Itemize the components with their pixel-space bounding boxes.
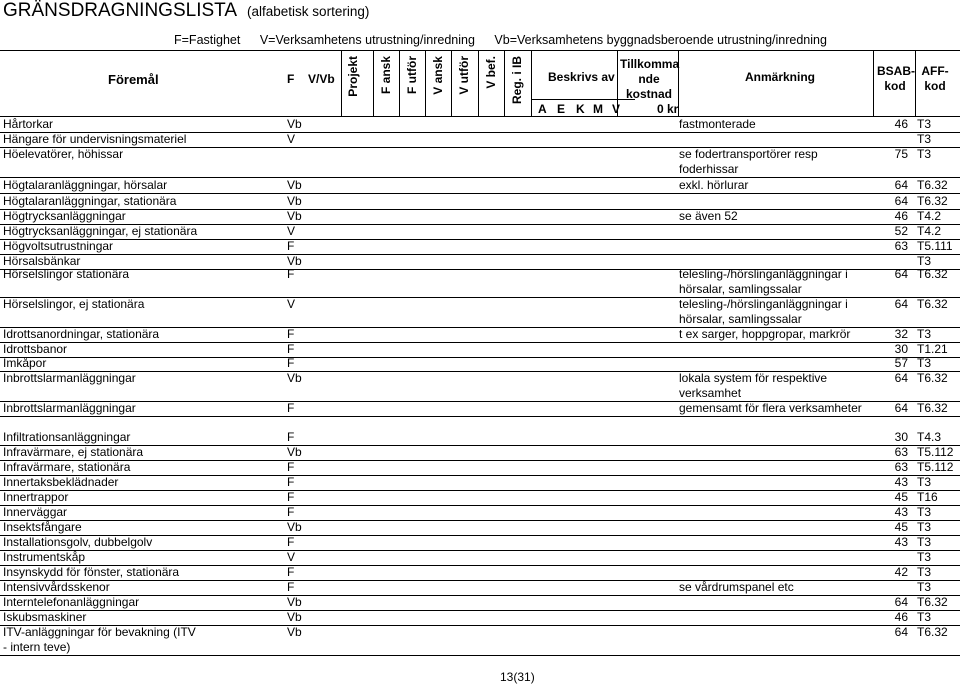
table-row bbox=[0, 132, 960, 148]
row-code: Vb bbox=[287, 194, 302, 208]
row-note: telesling-/hörslinganläggningar i hörsalar, samlingssalar bbox=[679, 297, 848, 326]
table-row bbox=[0, 209, 960, 225]
row-aff: T3 bbox=[917, 535, 932, 549]
row-code: Vb bbox=[287, 445, 302, 459]
row-note: se även 52 bbox=[679, 209, 738, 223]
row-aff: T6.32 bbox=[917, 267, 948, 281]
header-sub-m: M bbox=[593, 102, 603, 116]
row-aff: T6.32 bbox=[917, 625, 948, 639]
row-name: Hårtorkar bbox=[3, 117, 54, 131]
table-row bbox=[0, 356, 960, 372]
table-row bbox=[0, 535, 960, 551]
row-code: F bbox=[287, 267, 295, 281]
row-code: V bbox=[287, 224, 296, 238]
row-name: Iskubsmaskiner bbox=[3, 610, 87, 624]
row-name: ITV-anläggningar för bevakning (ITV - intern teve) bbox=[3, 625, 196, 654]
header-f: F bbox=[287, 72, 295, 86]
table-row bbox=[0, 267, 960, 298]
row-name: Inbrottslarmanläggningar bbox=[3, 401, 136, 415]
row-code: F bbox=[287, 475, 295, 489]
row-aff: T16 bbox=[917, 490, 938, 504]
row-aff: T6.32 bbox=[917, 401, 948, 415]
table-header bbox=[0, 50, 960, 116]
row-bsab: 52 bbox=[894, 224, 908, 238]
legend bbox=[174, 33, 843, 47]
header-vbef: V bef. bbox=[484, 56, 498, 89]
row-note: t ex sarger, hoppgropar, markrör bbox=[679, 327, 851, 341]
row-bsab: 64 bbox=[894, 625, 908, 639]
row-note: telesling-/hörslinganläggningar i hörsalar, samlingssalar bbox=[679, 267, 848, 296]
row-name: Hörselslingor, ej stationära bbox=[3, 297, 145, 311]
header-vansk: V ansk bbox=[431, 56, 445, 95]
row-aff: T6.32 bbox=[917, 297, 948, 311]
row-bsab: 63 bbox=[894, 460, 908, 474]
row-name: Högtalaranläggningar, hörsalar bbox=[3, 178, 168, 192]
table-row bbox=[0, 460, 960, 476]
table-row bbox=[0, 401, 960, 417]
row-name: Inbrottslarmanläggningar bbox=[3, 371, 136, 385]
row-name: Infravärmare, ej stationära bbox=[3, 445, 144, 459]
row-bsab: 64 bbox=[894, 595, 908, 609]
row-note: fastmonterade bbox=[679, 117, 756, 131]
row-aff: T3 bbox=[917, 505, 932, 519]
row-aff: T5.111 bbox=[917, 239, 953, 253]
row-code: F bbox=[287, 565, 295, 579]
row-aff: T6.32 bbox=[917, 595, 948, 609]
row-bsab: 64 bbox=[894, 401, 908, 415]
row-code: V bbox=[287, 132, 296, 146]
page-title bbox=[3, 0, 369, 22]
row-code: Vb bbox=[287, 254, 302, 268]
header-sub-a: A bbox=[538, 102, 547, 116]
row-code: F bbox=[287, 327, 295, 341]
header-projekt: Projekt bbox=[346, 56, 360, 97]
row-aff: T3 bbox=[917, 520, 932, 534]
table-row bbox=[0, 610, 960, 626]
header-vvb: V/Vb bbox=[308, 72, 335, 86]
row-aff: T6.32 bbox=[917, 194, 948, 208]
row-code: Vb bbox=[287, 595, 302, 609]
row-code: F bbox=[287, 430, 295, 444]
table-row bbox=[0, 520, 960, 536]
table-row bbox=[0, 475, 960, 491]
row-bsab: 63 bbox=[894, 445, 908, 459]
header-kr: 0 kr bbox=[657, 102, 679, 116]
table-row bbox=[0, 430, 960, 446]
table-row bbox=[0, 239, 960, 255]
row-aff: T3 bbox=[917, 565, 932, 579]
table-row bbox=[0, 117, 960, 133]
row-code: F bbox=[287, 342, 295, 356]
row-code: V bbox=[287, 550, 296, 564]
row-aff: T3 bbox=[917, 475, 932, 489]
row-bsab: 64 bbox=[894, 371, 908, 385]
row-name: Idrottsanordningar, stationära bbox=[3, 327, 160, 341]
row-aff: T3 bbox=[917, 550, 932, 564]
row-name: Hörsalsbänkar bbox=[3, 254, 81, 268]
row-aff: T3 bbox=[917, 327, 932, 341]
row-aff: T3 bbox=[917, 610, 932, 624]
header-sub-e: E bbox=[557, 102, 566, 116]
row-aff: T6.32 bbox=[917, 371, 948, 385]
row-name: Infiltrationsanläggningar bbox=[3, 430, 131, 444]
row-bsab: 43 bbox=[894, 475, 908, 489]
table-row bbox=[0, 625, 960, 656]
row-note: gemensamt för flera verksamheter bbox=[679, 401, 862, 415]
table-row bbox=[0, 595, 960, 611]
row-bsab: 45 bbox=[894, 520, 908, 534]
table-row bbox=[0, 445, 960, 461]
row-bsab: 64 bbox=[894, 267, 908, 281]
row-note: lokala system för respektive verksamhet bbox=[679, 371, 828, 400]
row-bsab: 46 bbox=[894, 209, 908, 223]
row-code: Vb bbox=[287, 209, 302, 223]
row-name: Högtrycksanläggningar, ej stationära bbox=[3, 224, 198, 238]
row-note: exkl. hörlurar bbox=[679, 178, 749, 192]
row-code: Vb bbox=[287, 520, 302, 534]
legend-item: V=Verksamhetens utrustning/inredning bbox=[259, 33, 475, 47]
header-beskrivs: Beskrivs av bbox=[548, 70, 615, 84]
header-aff: AFF- kod bbox=[921, 64, 949, 93]
row-aff: T5.112 bbox=[917, 460, 954, 474]
row-name: Installationsgolv, dubbelgolv bbox=[3, 535, 153, 549]
header-regib: Reg. i IB bbox=[510, 56, 524, 105]
row-name: Högtalaranläggningar, stationära bbox=[3, 194, 177, 208]
legend-item: Vb=Verksamhetens byggnadsberoende utrustning/inredning bbox=[494, 33, 827, 47]
table-row bbox=[0, 327, 960, 343]
header-futfor: F utför bbox=[405, 56, 419, 94]
table-row bbox=[0, 194, 960, 210]
row-code: F bbox=[287, 580, 295, 594]
page-number: 13(31) bbox=[500, 670, 535, 684]
row-code: F bbox=[287, 535, 295, 549]
row-aff: T4.2 bbox=[917, 224, 942, 238]
table-row bbox=[0, 505, 960, 521]
row-bsab: 43 bbox=[894, 535, 908, 549]
header-sub-k: K bbox=[576, 102, 585, 116]
legend-item: F=Fastighet bbox=[174, 33, 241, 47]
header-bsab: BSAB- kod bbox=[877, 64, 915, 93]
row-aff: T4.3 bbox=[917, 430, 942, 444]
table-row bbox=[0, 297, 960, 328]
row-aff: T6.32 bbox=[917, 178, 948, 192]
row-name: Hängare för undervisningsmateriel bbox=[3, 132, 187, 146]
row-code: F bbox=[287, 239, 295, 253]
header-foremal: Föremål bbox=[108, 72, 159, 87]
row-aff: T3 bbox=[917, 147, 932, 161]
row-bsab: 46 bbox=[894, 117, 908, 131]
row-name: Imkåpor bbox=[3, 356, 47, 370]
row-name: Innerväggar bbox=[3, 505, 68, 519]
row-aff: T3 bbox=[917, 254, 932, 268]
row-name: Insektsfångare bbox=[3, 520, 82, 534]
row-bsab: 30 bbox=[894, 430, 908, 444]
row-name: Hörselslingor stationära bbox=[3, 267, 130, 281]
row-code: V bbox=[287, 297, 296, 311]
row-code: Vb bbox=[287, 610, 302, 624]
row-bsab: 32 bbox=[894, 327, 908, 341]
row-code: F bbox=[287, 460, 295, 474]
row-bsab: 42 bbox=[894, 565, 908, 579]
row-name: Innertaksbeklädnader bbox=[3, 475, 119, 489]
row-code: Vb bbox=[287, 625, 302, 639]
row-note: se vårdrumspanel etc bbox=[679, 580, 794, 594]
row-note: se fodertransportörer resp foderhissar bbox=[679, 147, 818, 176]
row-bsab: 64 bbox=[894, 194, 908, 208]
row-name: Interntelefonanläggningar bbox=[3, 595, 140, 609]
row-code: F bbox=[287, 505, 295, 519]
row-code: F bbox=[287, 490, 295, 504]
row-aff: T1.21 bbox=[917, 342, 948, 356]
row-aff: T4.2 bbox=[917, 209, 942, 223]
table-row bbox=[0, 565, 960, 581]
row-name: Idrottsbanor bbox=[3, 342, 68, 356]
table-row bbox=[0, 490, 960, 506]
row-name: Högvoltsutrustningar bbox=[3, 239, 114, 253]
row-bsab: 64 bbox=[894, 297, 908, 311]
row-name: Intensivvårdsskenor bbox=[3, 580, 110, 594]
header-tillkomma: Tillkomma nde kostnad bbox=[620, 57, 680, 101]
row-name: Instrumentskåp bbox=[3, 550, 86, 564]
row-aff: T3 bbox=[917, 580, 932, 594]
row-aff: T3 bbox=[917, 356, 932, 370]
row-aff: T5.112 bbox=[917, 445, 954, 459]
table-row bbox=[0, 147, 960, 178]
row-bsab: 46 bbox=[894, 610, 908, 624]
row-name: Innertrappor bbox=[3, 490, 69, 504]
header-fansk: F ansk bbox=[379, 56, 393, 95]
row-code: Vb bbox=[287, 371, 302, 385]
row-aff: T3 bbox=[917, 117, 932, 131]
header-anmarkning: Anmärkning bbox=[745, 70, 816, 84]
subtitle: (alfabetisk sortering) bbox=[247, 4, 370, 19]
row-name: Insynskydd för fönster, stationära bbox=[3, 565, 180, 579]
row-bsab: 64 bbox=[894, 178, 908, 192]
header-vutfor: V utför bbox=[457, 56, 471, 95]
row-bsab: 45 bbox=[894, 490, 908, 504]
row-code: Vb bbox=[287, 117, 302, 131]
row-name: Infravärmare, stationära bbox=[3, 460, 131, 474]
row-name: Höelevatörer, höhissar bbox=[3, 147, 124, 161]
row-code: F bbox=[287, 401, 295, 415]
row-bsab: 43 bbox=[894, 505, 908, 519]
table-row bbox=[0, 580, 960, 596]
table-row bbox=[0, 550, 960, 566]
row-code: Vb bbox=[287, 178, 302, 192]
table-row bbox=[0, 371, 960, 402]
row-bsab: 75 bbox=[894, 147, 908, 161]
row-bsab: 30 bbox=[894, 342, 908, 356]
row-bsab: 57 bbox=[894, 356, 908, 370]
header-sub-v: V bbox=[612, 102, 621, 116]
row-name: Högtrycksanläggningar bbox=[3, 209, 126, 223]
row-aff: T3 bbox=[917, 132, 932, 146]
row-code: F bbox=[287, 356, 295, 370]
table-row bbox=[0, 178, 960, 194]
table-row bbox=[0, 224, 960, 240]
title-text: GRÄNSDRAGNINGSLISTA bbox=[3, 0, 238, 21]
row-bsab: 63 bbox=[894, 239, 908, 253]
